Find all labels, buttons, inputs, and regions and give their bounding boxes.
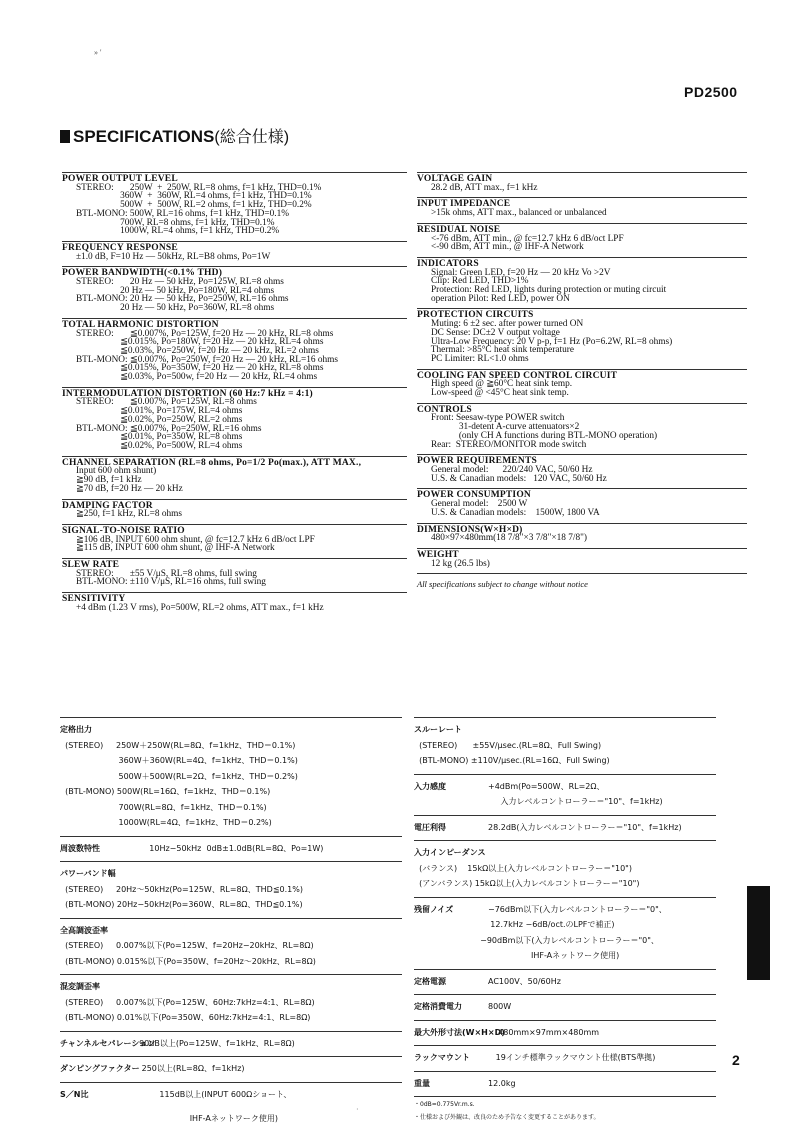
spec-line: ≧90 dB, f=1 kHz [62,475,142,486]
spec-title: SENSITIVITY [62,594,126,605]
spec-line: Signal: Green LED, f=20 Hz — 20 kHz Vo >2V [417,267,611,278]
jp-spec-value: −76dBm以下(入力レベルコントローラー＝"0"、 [488,904,667,914]
spec-title: SIGNAL-TO-NOISE RATIO [62,525,185,536]
spec-section [417,308,747,363]
jp-spec-line: (BTL-MONO) 500W(RL=16Ω、f=1kHz、THD＝0.1%) [60,787,271,796]
jp-spec-row [414,999,716,1015]
jp-spec-section [60,1031,402,1052]
spec-line: 12 kg (26.5 lbs) [417,558,490,569]
spec-title: DIMENSIONS(W×H×D) [417,524,523,535]
page-number: 2 [732,1052,740,1068]
spec-line: BTL-MONO: ±110 V/μS, RL=16 ohms, full swing [62,577,266,588]
spec-line: ≦0.02%, Po=500W, RL=4 ohms [62,440,243,451]
spec-section [62,387,407,451]
spec-title: VOLTAGE GAIN [417,174,493,184]
spec-line: Input 600 ohm shunt) [62,466,157,477]
jp-spec-row [414,1050,716,1066]
jp-spec-title: 定格電源 [414,976,446,986]
spec-line: ≦0.01%, Po=175W, RL=4 ohms [62,406,243,417]
spec-title: SLEW RATE [62,560,120,571]
jp-specs-left-column [60,717,402,1132]
spec-title: CHANNEL SEPARATION (RL=8 ohms, Po=1/2 Po(max.), ATT MAX., [62,457,362,468]
spec-line: 480×97×480mm(18 7/8"×3 7/8"×18 7/8") [417,533,587,544]
jp-spec-line: (アンバランス) 15kΩ以上(入力レベルコントローラー＝"10") [414,879,640,888]
jp-footnote: ・仕様および外観は、改良のため予告なく変更することがあります。 [414,1114,600,1121]
jp-spec-line: 12.7kHz −6dB/oct.のLPFで補正) [414,920,615,929]
spec-section [62,241,407,261]
jp-spec-line: 360W＋360W(RL=4Ω、f=1kHz、THD＝0.1%) [60,756,298,765]
jp-spec-line: (STEREO) 250W＋250W(RL=8Ω、f=1kHz、THD＝0.1%) [60,740,296,750]
jp-spec-line: 500W＋500W(RL=2Ω、f=1kHz、THD＝0.2%) [60,771,298,781]
jp-spec-title: 定格出力 [60,725,92,734]
spec-line: 20 Hz — 50 kHz, Po=180W, RL=4 ohms [62,285,275,296]
spec-line: operation Pilot: Red LED, power ON [417,293,570,304]
spec-line: +4 dBm (1.23 V rms), Po=500W, RL=2 ohms, ATT max., f=1 kHz [62,602,324,613]
jp-spec-title: S／N比 [60,1089,89,1099]
jp-spec-value: 19インチ標準ラックマウント仕様(BTS準拠) [488,1053,656,1062]
spec-line: General model: 2500 W [417,499,528,510]
spec-line: 360W + 360W, RL=4 ohms, f=1 kHz, THD=0.1% [62,191,312,202]
spec-section [417,197,747,217]
spec-title: POWER BANDWIDTH(<0.1% THD) [62,268,223,279]
spec-line: PC Limiter: RL<1.0 ohms [417,353,529,364]
edge-index-tab [747,886,770,980]
spec-section [417,548,747,568]
spec-section [62,456,407,494]
jp-spec-title: 残留ノイズ [414,904,454,914]
jp-spec-title: パワーバンド幅 [60,869,116,878]
jp-spec-value: 28.2dB(入力レベルコントローラー＝"10"、f=1kHz) [488,822,682,832]
spec-line: High speed @ ≧60°C heat sink temp. [417,379,573,390]
specs-right-column [417,172,747,589]
spec-line: Clip: Red LED, THD>1% [417,276,529,287]
jp-spec-section [60,717,402,831]
jp-spec-row [60,1087,402,1103]
spec-line: 28.2 dB, ATT max., f=1 kHz [417,182,538,193]
spec-title: COOLING FAN SPEED CONTROL CIRCUIT [417,370,618,381]
jp-spec-line: IHF-Aネットワーク使用) [414,951,620,960]
spec-line: STEREO: 250W + 250W, RL=8 ohms, f=1 kHz, THD=0.1% [62,182,322,193]
jp-spec-line: 入力レベルコントローラー＝"10"、f=1kHz) [414,797,663,806]
title-text: SPECIFICATIONS [73,127,215,146]
title-jp: (総合仕様) [214,129,290,146]
jp-spec-section [414,1045,716,1066]
jp-spec-line: (STEREO) 20Hz〜50kHz(Po=125W、RL=8Ω、THD≦0.1%) [60,884,303,894]
jp-spec-line: −90dBm以下(入力レベルコントローラー＝"0"、 [414,935,659,945]
jp-spec-title: ラックマウント [414,1053,470,1062]
jp-spec-title: 混変調歪率 [60,982,100,991]
jp-spec-section [60,974,402,1026]
spec-line: ≦0.03%, Po=250W, f=20 Hz — 20 kHz, RL=2 ohms [62,345,319,356]
spec-line: ≧106 dB, INPUT 600 ohm shunt, @ fc=12.7 kHz 6 dB/oct LPF [62,534,315,545]
jp-spec-title: スルーレート [414,725,462,734]
jp-spec-section [414,1071,716,1092]
jp-spec-value: +4dBm(Po=500W、RL=2Ω、 [488,781,605,791]
jp-spec-section [414,774,716,810]
jp-spec-section [414,969,716,990]
spec-line: Rear: STEREO/MONITOR mode switch [417,439,587,450]
scan-dot: · [356,1105,359,1114]
spec-line: U.S. & Canadian models: 1500W, 1800 VA [417,507,600,518]
spec-line: ≦0.02%, Po=250W, RL=2 ohms [62,414,243,425]
spec-line: 700W, RL=8 ohms, f=1 kHz, THD=0.1% [62,217,275,228]
jp-spec-line: 700W(RL=8Ω、f=1kHz、THD＝0.1%) [60,802,267,812]
spec-section [417,257,747,304]
spec-title: DAMPING FACTOR [62,500,153,511]
page-title [60,124,289,147]
jp-spec-line: (STEREO) ±55V/μsec.(RL=8Ω、Full Swing) [414,740,602,750]
spec-title: INPUT IMPEDANCE [417,199,511,210]
spec-line: ≧250, f=1 kHz, RL=8 ohms [62,509,183,520]
jp-spec-line: (BTL-MONO) 0.015%以下(Po=350W、f=20Hz〜20kHz、RL=8Ω) [60,956,316,966]
spec-line: STEREO: ±55 V/μS, RL=8 ohms, full swing [62,568,257,579]
jp-spec-line: (STEREO) 0.007%以下(Po=125W、f=20Hz−20kHz、RL=8Ω) [60,941,314,950]
spec-line: ≧70 dB, f=20 Hz — 20 kHz [62,483,183,494]
spec-section [417,369,747,398]
spec-line: BTL-MONO: ≦0.007%, Po=250W, RL=16 ohms [62,423,262,434]
spec-line: Thermal: >85°C heat sink temperature [417,345,574,356]
jp-spec-title: チャンネルセパレーション [60,1038,156,1048]
spec-section [62,524,407,553]
jp-spec-row [414,1025,716,1041]
spec-line: 20 Hz — 50 kHz, Po=360W, RL=8 ohms [62,303,275,314]
spec-line: STEREO: 20 Hz — 50 kHz, Po=125W, RL=8 ohms [62,277,284,288]
jp-spec-title: 重量 [414,1078,430,1088]
jp-spec-title: 定格消費電力 [414,1002,462,1011]
spec-section [62,318,407,382]
spec-title: RESIDUAL NOISE [417,224,501,235]
spec-title: FREQUENCY RESPONSE [62,242,178,253]
jp-spec-title: 周波数特性 [60,843,100,853]
jp-spec-section [60,1107,402,1127]
jp-spec-row [414,1076,716,1092]
jp-spec-row [414,779,716,795]
spec-line: <-90 dBm, ATT min., @ IHF-A Network [417,242,584,253]
spec-section [417,523,747,543]
spec-line: ≦0.015%, Po=180W, f=20 Hz — 20 kHz, RL=4 ohms [62,337,324,348]
jp-spec-value: AC100V、50/60Hz [488,976,561,986]
jp-spec-title: ダンピングファクター [60,1064,140,1073]
jp-spec-value: 90dB以上(Po=125W、f=1kHz、RL=8Ω) [134,1038,295,1048]
jp-spec-line: (STEREO) 0.007%以下(Po=125W、60Hz:7kHz=4:1、RL=8Ω) [60,997,315,1007]
jp-spec-line: (BTL-MONO) ±110V/μsec.(RL=16Ω、Full Swing) [414,756,610,765]
jp-spec-line: (BTL-MONO) 0.01%以下(Po=350W、60Hz:7kHz=4:1、RL=8Ω) [60,1013,311,1022]
jp-spec-section [60,1056,402,1077]
jp-spec-section [414,840,716,892]
spec-title: POWER CONSUMPTION [417,490,531,501]
spec-line: BTL-MONO: 500W, RL=16 ohms, f=1 kHz, THD=0.1% [62,208,289,219]
jp-spec-title: 最大外形寸法(W×H×D) [414,1027,505,1037]
spec-title: PROTECTION CIRCUITS [417,310,534,321]
jp-spec-row [414,820,716,836]
spec-title: POWER OUTPUT LEVEL [62,174,178,184]
spec-section [417,488,747,517]
jp-spec-row [414,902,716,918]
jp-spec-value: 250以上(RL=8Ω、f=1kHz) [134,1064,245,1073]
spec-title: INTERMODULATION DISTORTION (60 Hz:7 kHz = 4:1) [62,388,313,399]
jp-spec-title: 入力インピーダンス [414,848,486,857]
jp-footnote: ・0dB=0.775Vr.m.s. [414,1096,716,1110]
spec-section [62,558,407,587]
spec-line: BTL-MONO: 20 Hz — 50 kHz, Po=250W, RL=16 ohms [62,294,289,305]
spec-line: >15k ohms, ATT max., balanced or unbalanced [417,208,607,219]
jp-spec-title: 電圧利得 [414,822,446,832]
spec-line: BTL-MONO: ≦0.007%, Po=250W, f=20 Hz — 20 kHz, RL=16 ohms [62,354,338,365]
spec-line: Ultra-Low Frequency: 20 V p-p, f=1 Hz (Po=6.2W, RL=8 ohms) [417,336,673,347]
jp-spec-title: 入力感度 [414,781,446,791]
jp-spec-section [414,1020,716,1041]
jp-spec-section [60,836,402,857]
spec-title: CONTROLS [417,404,472,415]
jp-spec-title: 全高調波歪率 [60,925,108,935]
jp-spec-line: (バランス) 15kΩ以上(入力レベルコントローラー＝"10") [414,863,632,873]
jp-spec-row [60,841,402,857]
spec-line: U.S. & Canadian models: 120 VAC, 50/60 Hz [417,473,607,484]
jp-spec-section [60,1082,402,1103]
spec-line: ±1.0 dB, F=10 Hz — 50kHz, RL=B8 ohms, Po=1W [62,251,271,262]
jp-spec-section [60,918,402,970]
spec-line: <-76 dBm, ATT min., @ fc=12.7 kHz 6 dB/oct LPF [417,233,624,244]
spec-title: INDICATORS [417,258,479,269]
jp-spec-value: 800W [488,1002,512,1011]
spec-title: WEIGHT [417,549,459,560]
jp-spec-row [414,974,716,990]
spec-section [62,266,407,313]
spec-line: ≦0.03%, Po=500w, f=20 Hz — 20 kHz, RL=4 ohms [62,372,318,383]
jp-spec-row [60,1036,402,1052]
jp-spec-value: 480mm×97mm×480mm [488,1027,600,1037]
model-number: PD2500 [684,84,738,100]
spec-line: ≦0.01%, Po=350W, RL=8 ohms [62,432,243,443]
spec-section [417,172,747,192]
spec-line: STEREO: ≦0.007%, Po=125W, f=20 Hz — 20 kHz, RL=8 ohms [62,328,334,339]
scan-mark: » ' [94,48,102,57]
spec-line: Muting: 6 ±2 sec. after power turned ON [417,319,584,330]
jp-spec-section [414,717,716,769]
spec-title: POWER REQUIREMENTS [417,456,537,467]
spec-section [417,454,747,483]
spec-line: (only CH A functions during BTL-MONO operation) [417,430,658,441]
spec-line: General model: 220/240 VAC, 50/60 Hz [417,464,593,475]
jp-spec-line: IHF-Aネットワーク使用) [60,1114,278,1123]
specs-left-column [62,172,407,618]
jp-spec-line: 1000W(RL=4Ω、f=1kHz、THD＝0.2%) [60,818,272,827]
spec-section [62,592,407,612]
jp-spec-line: (BTL-MONO) 20Hz−50kHz(Po=360W、RL=8Ω、THD≦0.1%) [60,900,303,909]
jp-spec-value: 12.0kg [488,1078,516,1088]
spec-line: 500W + 500W, RL=2 ohms, f=1 kHz, THD=0.2% [62,200,312,211]
jp-spec-section [414,994,716,1015]
spec-line: Low-speed @ <45°C heat sink temp. [417,388,569,399]
title-square-icon [60,130,70,143]
spec-line: 1000W, RL=4 ohms, f=1 kHz, THD=0.2% [62,226,280,237]
jp-spec-value: 115dB以上(INPUT 600Ωショート、 [134,1089,292,1099]
jp-spec-section [414,897,716,964]
spec-line: ≦0.015%, Po=350W, f=20 Hz — 20 kHz, RL=8 ohms [62,363,324,374]
jp-spec-section [414,815,716,836]
spec-line: Protection: Red LED, lights during protection or muting circuit [417,285,667,296]
spec-section [417,223,747,252]
jp-spec-section [60,861,402,913]
spec-line: Front: Seesaw-type POWER switch [417,413,565,424]
specs-note: All specifications subject to change without notice [417,573,747,589]
jp-spec-value: 10Hz−50kHz 0dB±1.0dB(RL=8Ω、Po=1W) [134,843,324,853]
jp-spec-row [60,1061,402,1077]
spec-title: TOTAL HARMONIC DISTORTION [62,319,219,330]
spec-section [417,403,747,450]
spec-line: STEREO: ≦0.007%, Po=125W, RL=8 ohms [62,397,257,408]
spec-line: 31-detent A-curve attenuators×2 [417,422,580,433]
jp-specs-right-column [414,717,716,1123]
spec-line: DC Sense: DC±2 V output voltage [417,327,560,338]
spec-line: ≧115 dB, INPUT 600 ohm shunt, @ IHF-A Network [62,543,275,554]
spec-section [62,499,407,519]
spec-section [62,172,407,236]
